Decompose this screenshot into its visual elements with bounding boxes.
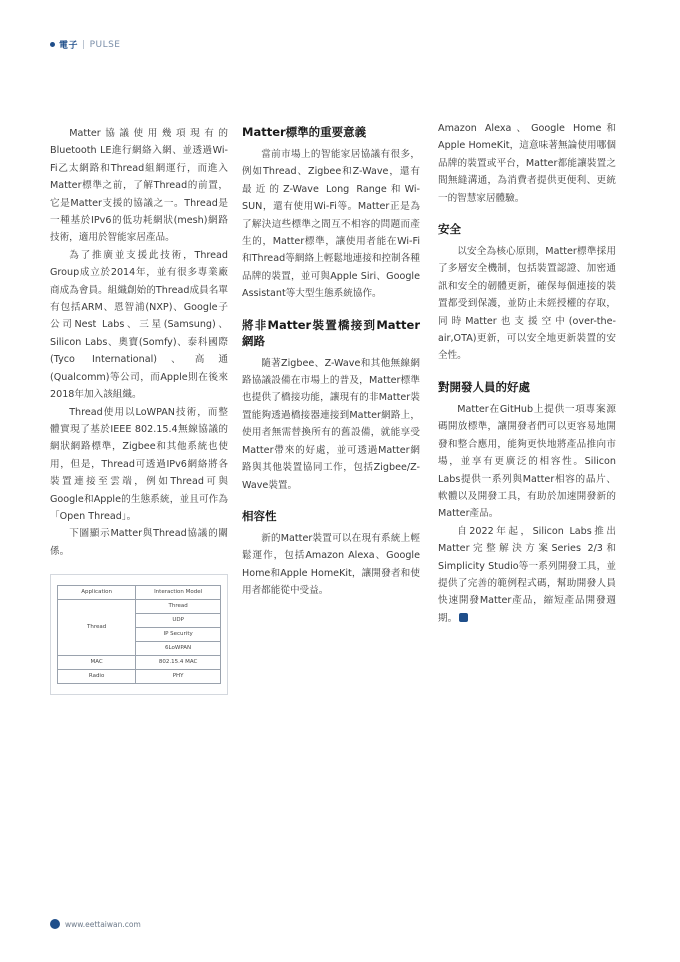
brand-dot-icon	[50, 42, 55, 47]
heading-compatibility: 相容性	[242, 508, 277, 523]
header-separator: |	[82, 39, 86, 50]
diagram-right-cell: UDP	[136, 614, 221, 628]
diagram-left-cell: Application	[58, 586, 136, 600]
col3-paragraph-0: Amazon Alexa、Google Home和Apple HomeKit，這意味著無論使用哪個品牌的裝置或平台，Matter都能讓裝置之間無縫溝通，為消費者提供更便利、更統一的智慧家居體驗。	[438, 123, 616, 204]
column-2	[242, 120, 420, 600]
diagram-right-cell: IP Security	[136, 628, 221, 642]
col2-paragraph-1: 當前市場上的智能家居協議有很多，例如Thread、Zigbee和Z-Wave，還有最近的Z-Wave Long Range和Wi-SUN，還有使用Wi-Fi等。Matter正是為了解決這些標準之間互不相容的問題而產生的，Matter標準，讓使用者能在Wi-Fi和Thread等網絡上輕鬆地連接和控制各種品牌的裝置，並可與Apple Siri、Google Assistant等大型生態系統協作。	[242, 149, 420, 300]
page-number-icon	[50, 919, 60, 929]
end-mark-icon	[459, 613, 468, 622]
col3-paragraph-2: Matter在GitHub上提供一項專案源碼開放標準，讓開發者們可以更容易地開發和整合應用，能夠更快地將產品推向市場，並享有更廣泛的相容性。Silicon Labs提供一系列與Matter相容的晶片、軟體以及開發工具，有助於加速開發新的Matter產品。	[438, 403, 616, 520]
diagram-left-cell: MAC	[58, 656, 136, 670]
diagram-left-cell: Thread	[58, 600, 136, 656]
header-section: PULSE	[89, 39, 121, 50]
page-footer	[50, 919, 141, 929]
diagram-right-cell: Interaction Model	[136, 586, 221, 600]
col1-paragraph-1: Matter協議使用幾項現有的Bluetooth LE進行網絡入網、並透過Wi-Fi乙太網路和Thread組網運行，而進入Matter標準之前，了解Thread的前置，它是Matter支援的協議之一。Thread是一種基於IPv6的低功耗網狀(mesh)網路技術，適用於智能家居產品。	[50, 128, 228, 244]
col1-paragraph-3: Thread使用以LoWPAN技術，而整體實現了基於IEEE 802.15.4無線協議的網狀網路標準，Zigbee和其他系統也使用，但是，Thread可透過IPv6網絡將各裝置連接至雲端，例如Thread可與Google和Apple的生態系統，並且可作為「Open Thread」。	[50, 406, 228, 522]
diagram-row	[58, 656, 221, 670]
diagram-row	[58, 670, 221, 684]
col2-paragraph-2: 隨著Zigbee、Z-Wave和其他無線網路協議設備在市場上的普及，Matter標準也提供了橋接功能，讓現有的非Matter裝置能夠透過橋接器連接到Matter網路上，使用者無需替換所有的舊設備，就能享受Matter帶來的好處，並可透過Matter網路與其他裝置協同工作，包括Zigbee/Z-Wave裝置。	[242, 357, 420, 491]
column-3	[438, 120, 616, 627]
col2-paragraph-3: 新的Matter裝置可以在現有系統上輕鬆運作，包括Amazon Alexa、Google Home和Apple HomeKit，讓開發者和使用者都能從中受益。	[242, 532, 420, 597]
diagram-right-cell: 802.15.4 MAC	[136, 656, 221, 670]
footer-url: www.eettaiwan.com	[65, 919, 141, 929]
diagram-row	[58, 586, 221, 600]
col3-paragraph-1: 以安全為核心原則，Matter標準採用了多層安全機制，包括裝置認證、加密通訊和安全的韌體更新，確保每個連接的裝置都受到保護，並防止未經授權的存取，同時Matter也支援空中(over-the-air,OTA)更新，可以安全地更新裝置的安全性。	[438, 246, 616, 362]
column-1	[50, 125, 228, 695]
diagram-row	[58, 600, 221, 614]
heading-bridging: 將非Matter裝置橋接到Matter網路	[242, 317, 420, 348]
page-header	[50, 38, 121, 51]
header-brand: 電子	[59, 41, 79, 51]
diagram-right-cell: PHY	[136, 670, 221, 684]
col3-paragraph-3	[438, 523, 616, 627]
heading-developer-benefits: 對開發人員的好處	[438, 379, 530, 394]
diagram-right-cell: Thread	[136, 600, 221, 614]
col3-paragraph-3-text: 自2022年起，Silicon Labs推出Matter完整解決方案Series 2/3和Simplicity Studio等一系列開發工具，並提供了完善的範例程式碼，幫助開發人員快速開發Matter產品，縮短產品開發週期。	[438, 525, 616, 624]
heading-matter-significance: Matter標準的重要意義	[242, 125, 367, 139]
col1-paragraph-4: 下圖顯示Matter與Thread協議的關係。	[50, 528, 228, 557]
heading-security: 安全	[438, 222, 461, 237]
col1-paragraph-2: 為了推廣並支援此技術，Thread Group成立於2014年，並有很多專業廠商成為會員。組織創始的Thread成員名單有包括ARM、恩智浦(NXP)、Google子公司Nest Labs、三星(Samsung)、Silicon Labs、奧寶(Somfy)、泰科國際(Tyco International)、高通(Qualcomm)等公司，而Apple則在後來2018年加入該組織。	[50, 249, 228, 401]
diagram-right-cell: 6LoWPAN	[136, 642, 221, 656]
protocol-diagram	[50, 574, 228, 695]
diagram-left-cell: Radio	[58, 670, 136, 684]
protocol-stack-table	[57, 585, 221, 684]
